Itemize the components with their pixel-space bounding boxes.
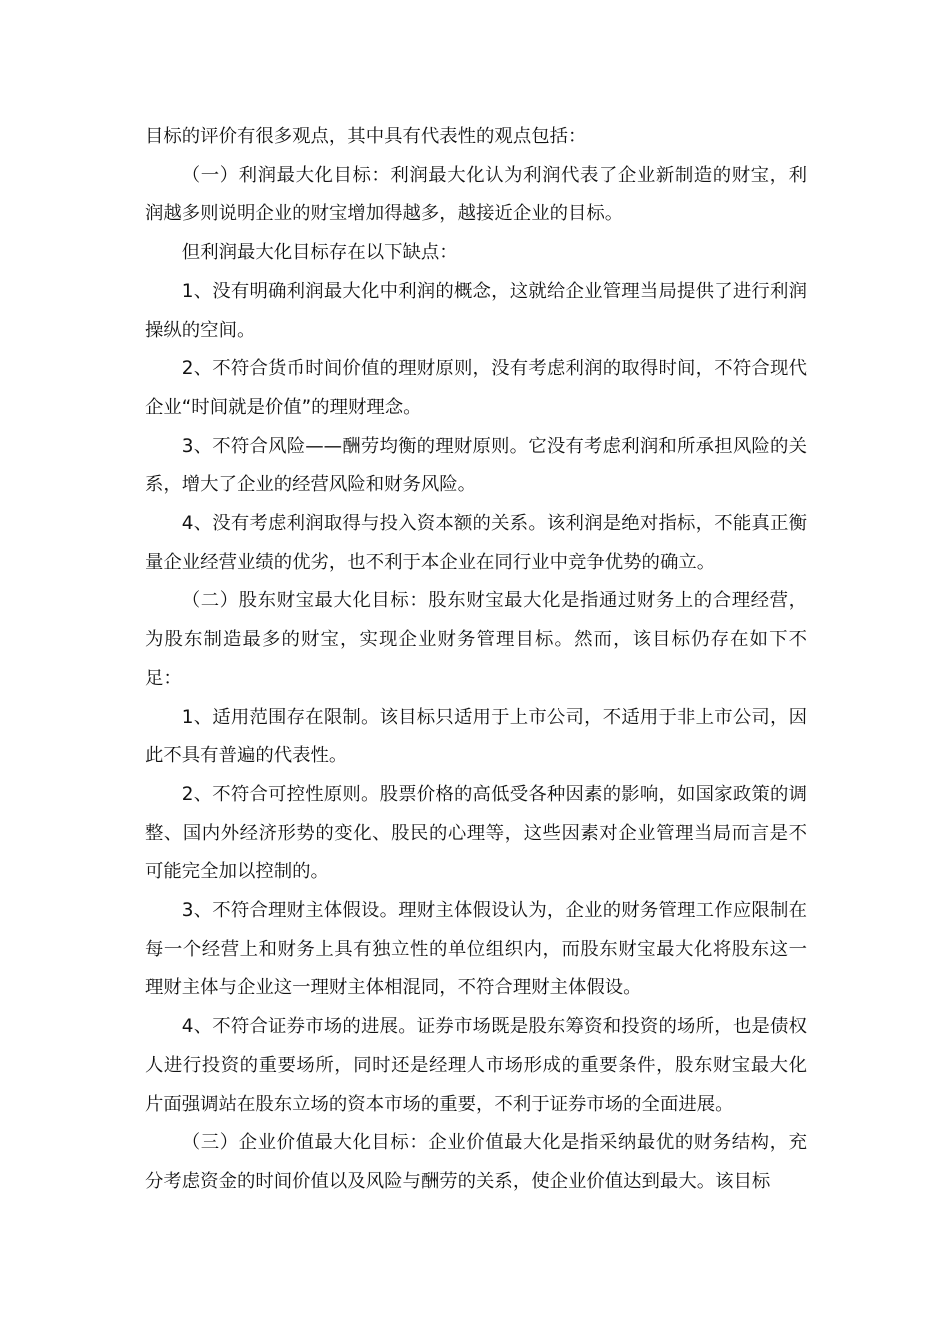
paragraph-profit-shortcoming-3: 3、不符合风险——酬劳均衡的理财原则。它没有考虑利润和所承担风险的关系，增大了企业的经营风险和财务风险。 bbox=[145, 435, 807, 496]
paragraph-profit-shortcomings-heading: 但利润最大化目标存在以下缺点： bbox=[181, 242, 458, 264]
paragraph-intro: 目标的评价有很多观点，其中具有代表性的观点包括： bbox=[145, 126, 587, 147]
document-body bbox=[145, 118, 807, 1202]
paragraph-shareholder-shortcoming-4: 4、不符合证券市场的进展。证券市场既是股东筹资和投资的场所，也是债权人进行投资的重要场所，同时还是经理人市场形成的重要条件，股东财宝最大化片面强调站在股东立场的资本市场的重要，不利于证券市场的全面进展。 bbox=[145, 1016, 807, 1115]
paragraph-shareholder-shortcoming-1: 1、适用范围存在限制。该目标只适用于上市公司，不适用于非上市公司，因此不具有普遍的代表性。 bbox=[145, 706, 807, 767]
paragraph-shareholder-shortcoming-3: 3、不符合理财主体假设。理财主体假设认为，企业的财务管理工作应限制在每一个经营上和财务上具有独立性的单位组织内，而股东财宝最大化将股东这一理财主体与企业这一理财主体相混同，不符合理财主体假设。 bbox=[145, 900, 807, 999]
paragraph-profit-shortcoming-4: 4、没有考虑利润取得与投入资本额的关系。该利润是绝对指标，不能真正衡量企业经营业绩的优劣，也不利于本企业在同行业中竞争优势的确立。 bbox=[145, 513, 807, 573]
paragraph-profit-shortcoming-2: 2、不符合货币时间价值的理财原则，没有考虑利润的取得时间，不符合现代企业“时间就是价值”的理财理念。 bbox=[145, 358, 807, 418]
paragraph-shareholder-shortcoming-2: 2、不符合可控性原则。股票价格的高低受各种因素的影响，如国家政策的调整、国内外经济形势的变化、股民的心理等，这些因素对企业管理当局而言是不可能完全加以控制的。 bbox=[145, 783, 807, 883]
paragraph-profit-maximization: （一）利润最大化目标：利润最大化认为利润代表了企业新制造的财宝，利润越多则说明企业的财宝增加得越多，越接近企业的目标。 bbox=[145, 164, 807, 225]
paragraph-enterprise-value: （三）企业价值最大化目标：企业价值最大化是指采纳最优的财务结构，充分考虑资金的时间价值以及风险与酬劳的关系，使企业价值达到最大。该目标 bbox=[145, 1132, 807, 1192]
paragraph-shareholder-wealth: （二）股东财宝最大化目标：股东财宝最大化是指通过财务上的合理经营，为股东制造最多的财宝，实现企业财务管理目标。然而，该目标仍存在如下不足： bbox=[145, 590, 807, 689]
paragraph-profit-shortcoming-1: 1、没有明确利润最大化中利润的概念，这就给企业管理当局提供了进行利润操纵的空间。 bbox=[145, 280, 807, 341]
